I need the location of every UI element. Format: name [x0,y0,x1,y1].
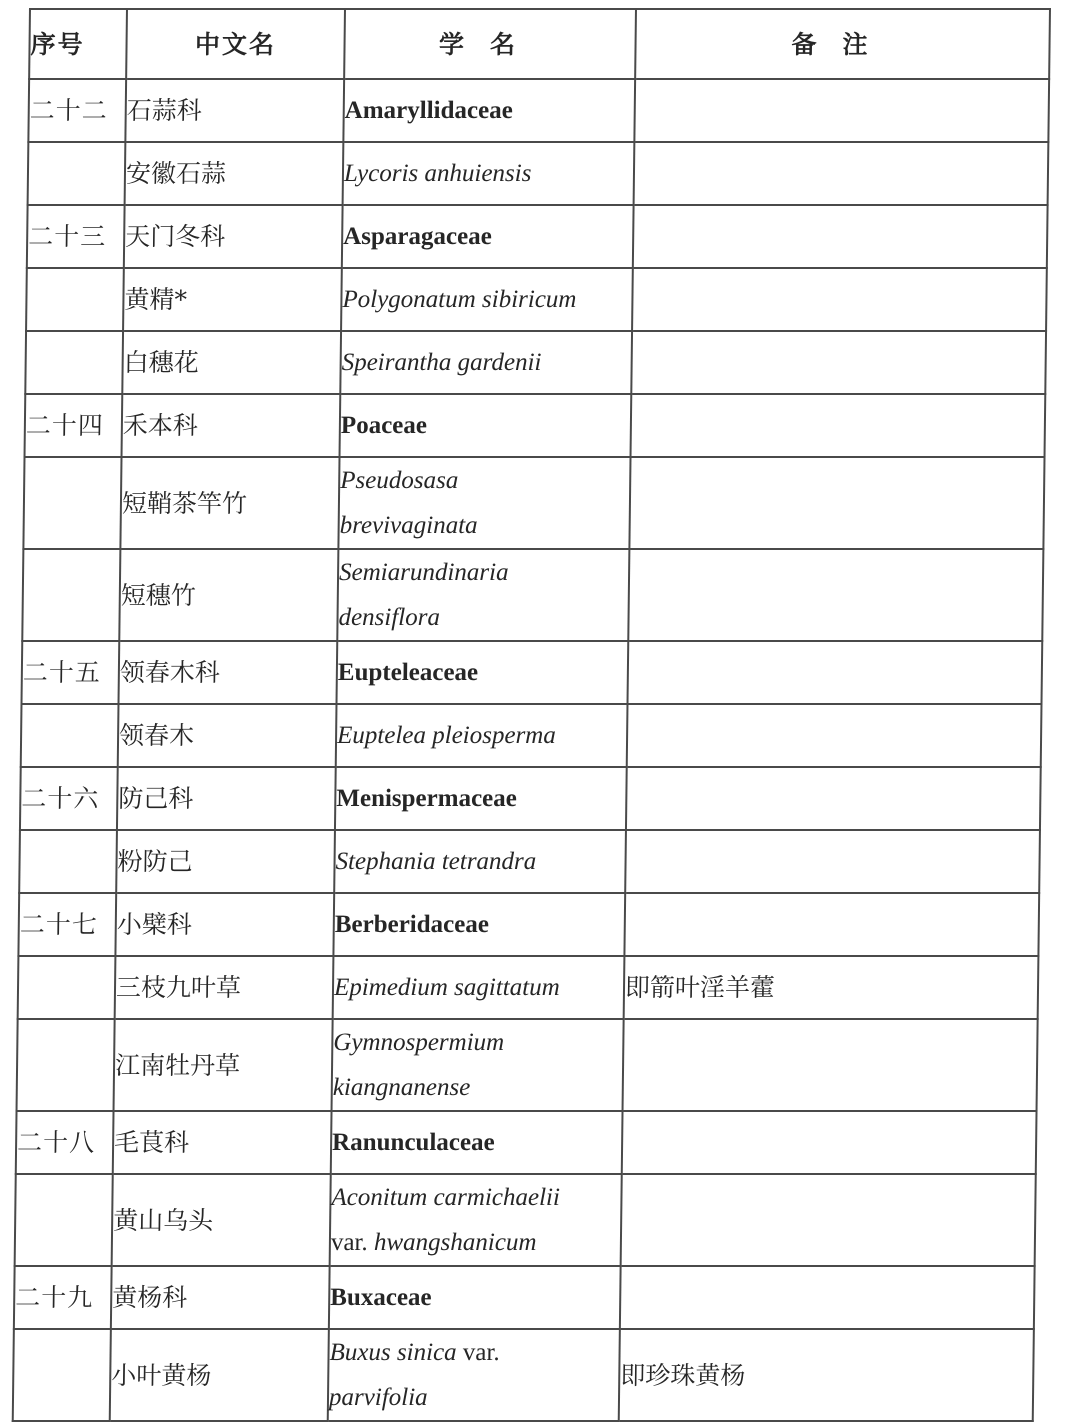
family-row [25,394,1046,457]
table-body [13,79,1049,1421]
scientific-name-line: kiangnanense [332,1074,471,1101]
remarks-cell [629,457,1044,549]
chinese-name-cell: 毛茛科 [113,1111,332,1174]
remarks-cell [631,331,1046,394]
chinese-name-cell: 领春木 [118,704,337,767]
scientific-name-line: Ranunculaceae [331,1129,495,1156]
scientific-name-line: Lycoris anhuiensis [343,160,532,187]
remarks-cell [634,79,1049,142]
chinese-name-cell: 白穗花 [122,331,341,394]
header-index: 序号 [29,9,127,79]
remarks-cell [625,830,1040,893]
remarks-cell [624,893,1039,956]
scientific-name-cell [337,549,629,641]
species-row [13,1329,1034,1421]
scientific-name-cell [340,331,632,394]
scientific-name-cell [331,1111,623,1174]
index-cell [19,830,117,893]
scientific-name-cell [342,205,634,268]
remarks-cell [627,704,1042,767]
species-row [19,830,1040,893]
species-row [28,142,1049,205]
index-cell [18,956,116,1019]
scientific-name-line: Speirantha gardenii [341,349,542,376]
header-remarks: 备注 [635,9,1050,79]
scientific-name-cell [329,1266,621,1329]
header-scientific-name: 学名 [344,9,636,79]
scientific-name-cell [343,142,635,205]
scientific-name-line: parvifolia [328,1384,428,1411]
family-row [27,205,1048,268]
chinese-name-cell: 黄杨科 [111,1266,330,1329]
species-row [21,704,1042,767]
species-row [17,1019,1038,1111]
scientific-name-cell [335,767,627,830]
species-row [18,956,1039,1019]
scientific-name-cell [334,830,626,893]
remarks-cell: 即珍珠黄杨 [619,1329,1034,1421]
scientific-name-cell [341,268,633,331]
scientific-name-line: brevivaginata [339,512,478,539]
scientific-name-line: Epimedium sagittatum [333,974,560,1001]
remarks-cell [622,1111,1037,1174]
family-row [18,893,1039,956]
scientific-name-line: Gymnospermium [333,1029,505,1056]
header-row [29,9,1050,79]
scientific-name-line: densiflora [338,604,441,631]
species-row [15,1174,1036,1266]
scientific-name-line: Poaceae [340,412,428,439]
index-cell [13,1329,111,1421]
chinese-name-cell: 三枝九叶草 [115,956,334,1019]
family-row [14,1266,1035,1329]
variety-abbrev: var. [462,1339,500,1366]
index-cell: 二十九 [14,1266,112,1329]
family-row [21,641,1042,704]
index-cell: 二十六 [20,767,118,830]
family-row [28,79,1049,142]
chinese-name-cell: 安徽石蒜 [125,142,344,205]
chinese-name-cell: 领春木科 [118,641,337,704]
family-row [20,767,1041,830]
chinese-name-cell: 黄精* [123,268,342,331]
index-cell [21,704,119,767]
scientific-name-line: Pseudosasa [340,467,459,494]
scientific-name-line: Buxus sinica var. [329,1339,500,1366]
scientific-name-line: Amaryllidaceae [344,97,513,124]
species-row [25,331,1046,394]
scientific-name-cell [333,956,625,1019]
species-row [23,457,1044,549]
scientific-name-cell [343,79,635,142]
remarks-cell [628,549,1043,641]
scientific-name-cell [338,457,630,549]
remarks-cell [621,1174,1036,1266]
scientific-name-line: Polygonatum sibiricum [342,286,577,313]
scientific-name-line: Berberidaceae [334,911,490,938]
scientific-name-line: Eupteleaceae [337,659,479,686]
remarks-cell [623,1019,1038,1111]
index-cell [25,331,123,394]
scientific-name-line: Semiarundinaria [338,559,509,586]
index-cell [17,1019,115,1111]
variety-abbrev: var. [330,1229,368,1256]
scientific-name-line: Menispermaceae [336,785,517,812]
index-cell [23,457,121,549]
remarks-cell [632,268,1047,331]
remarks-cell [620,1266,1035,1329]
chinese-name-cell: 短穗竹 [119,549,338,641]
chinese-name-cell: 石蒜科 [125,79,344,142]
remarks-cell [631,394,1046,457]
index-cell: 二十三 [27,205,125,268]
chinese-name-cell: 江南牡丹草 [114,1019,333,1111]
chinese-name-cell: 小檗科 [115,893,334,956]
index-cell: 二十二 [28,79,126,142]
scientific-name-line: Aconitum carmichaelii [331,1184,561,1211]
index-cell [22,549,120,641]
species-table [12,8,1051,1422]
species-row [22,549,1043,641]
scientific-name-line: Buxaceae [330,1284,432,1311]
table-header [29,9,1050,79]
scientific-name-cell [330,1174,622,1266]
index-cell [28,142,126,205]
header-chinese-name: 中文名 [126,9,345,79]
remarks-cell [626,767,1041,830]
scientific-name-cell [333,893,625,956]
index-cell: 二十四 [25,394,123,457]
chinese-name-cell: 黄山乌头 [112,1174,331,1266]
remarks-cell [633,205,1048,268]
species-row [26,268,1047,331]
index-cell [15,1174,113,1266]
remarks-cell: 即箭叶淫羊藿 [624,956,1039,1019]
scientific-name-line: var. hwangshanicum [330,1229,537,1256]
remarks-cell [634,142,1049,205]
chinese-name-cell: 天门冬科 [124,205,343,268]
chinese-name-cell: 禾本科 [122,394,341,457]
document-page [12,8,1049,1422]
scientific-name-cell [336,704,628,767]
scientific-name-line: Euptelea pleiosperma [336,722,556,749]
chinese-name-cell: 短鞘茶竿竹 [120,457,339,549]
chinese-name-cell: 防己科 [117,767,336,830]
scientific-name-cell [340,394,632,457]
remarks-cell [627,641,1042,704]
index-cell: 二十八 [16,1111,114,1174]
index-cell: 二十七 [18,893,116,956]
scientific-name-cell [332,1019,624,1111]
scientific-name-line: Stephania tetrandra [335,848,537,875]
index-cell: 二十五 [21,641,119,704]
family-row [16,1111,1037,1174]
scientific-name-cell [336,641,628,704]
scientific-name-cell [328,1329,620,1421]
scientific-name-line: Asparagaceae [343,223,492,250]
index-cell [26,268,124,331]
chinese-name-cell: 粉防己 [116,830,335,893]
chinese-name-cell: 小叶黄杨 [110,1329,329,1421]
